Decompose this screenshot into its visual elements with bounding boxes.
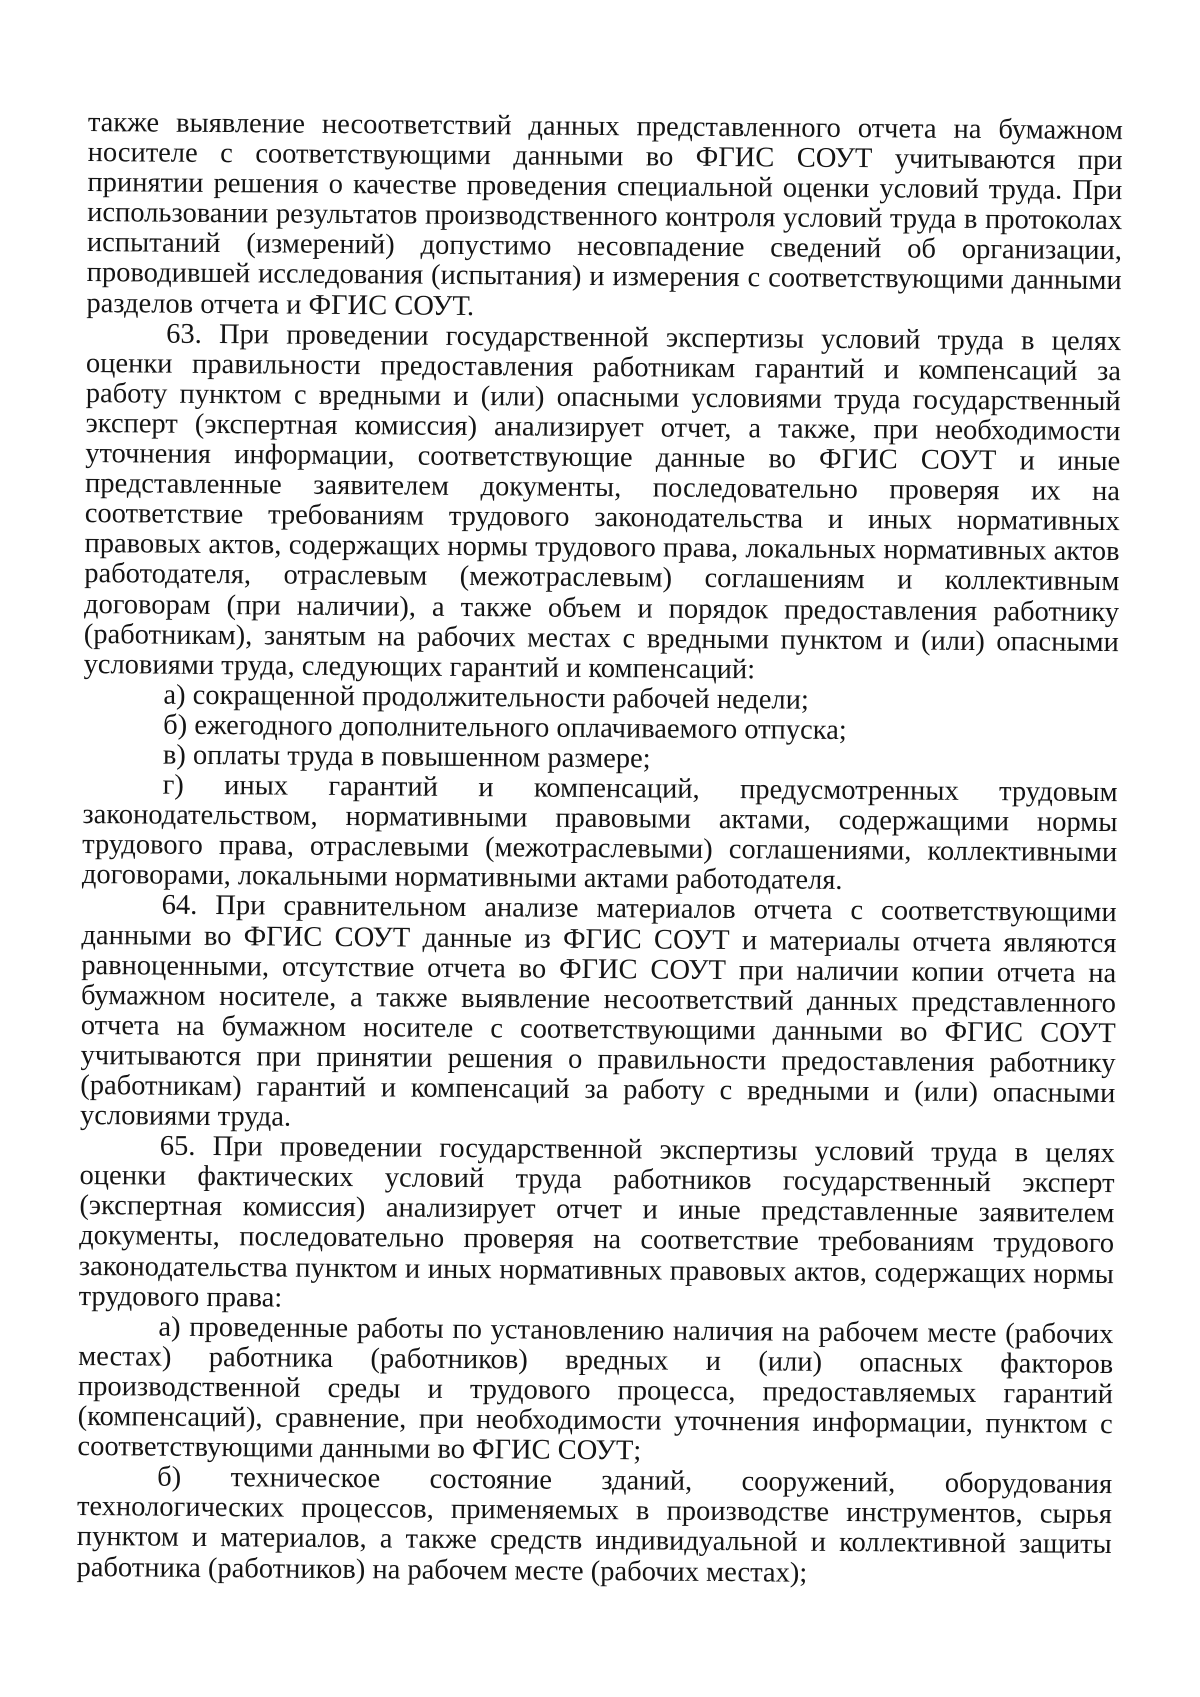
paragraph-65: 65. При проведении государственной экспертизы условий труда в целях оценки фактических условий труда работников государственный эксперт (экспертная комиссия) анализирует отчет и иные представленные заявителем документы, последовательно проверяя на соответствие требованиям трудового законодательства пунктом и иных нормативных правовых актов, содержащих нормы трудового права: <box>78 1130 1115 1314</box>
paragraph-continuation: также выявление несоответствий данных представленного отчета на бумажном носителе с соответствующими данными во ФГИС СОУТ учитываются при принятии решения о качестве проведения специальной оценки условий труда. При использовании результатов производственного контроля условий труда в протоколах испытаний (измерений) допустимо несовпадение сведений об организации, проводившей исследования (испытания) и измерения с соответствующими данными разделов отчета и ФГИС СОУТ. <box>86 107 1123 322</box>
list-item-63-g: г) иных гарантий и компенсаций, предусмотренных трудовым законодательством, нормативными правовыми актами, содержащими нормы трудового права, отраслевыми (межотраслевыми) соглашениями, коллективными договорами, локальными нормативными актами работодателя. <box>81 769 1118 897</box>
list-item-65-b: б) техническое состояние зданий, сооружений, оборудования технологических процессов, применяемых в производстве инструментов, сырья пунктом и материалов, а также средств индивидуальной и коллективной защиты работника (работников) на рабочем месте (рабочих местах); <box>76 1461 1113 1589</box>
list-item-63-v: в) оплаты труда в повышенном размере; <box>162 739 651 775</box>
list-item-63-a: а) сокращенной продолжительности рабочей недели; <box>163 679 809 716</box>
document-body <box>76 108 1123 1591</box>
paragraph-64: 64. При сравнительном анализе материалов отчета с соответствующими данными во ФГИС СОУТ данные из ФГИС СОУТ и материалы отчета являются равноценными, отсутствие отчета во ФГИС СОУТ при наличии копии отчета на бумажном носителе, а также выявление несоответствий данных представленного отчета на бумажном носителе с соответствующими данными во ФГИС СОУТ учитываются при принятии решения о правильности предоставления работнику (работникам) гарантий и компенсаций за работу с вредными и (или) опасными условиями труда. <box>79 890 1117 1133</box>
list-item-63-b: б) ежегодного дополнительного оплачиваемого отпуска; <box>163 709 847 746</box>
list-item-65-a: а) проведенные работы по установлению наличия на рабочем месте (рабочих местах) работника (работников) вредных и (или) опасных факторов производственной среды и трудового процесса, предоставляемых гарантий (компенсаций), сравнение, при необходимости уточнения информации, пунктом с соответствующими данными во ФГИС СОУТ; <box>77 1311 1114 1467</box>
paragraph-63: 63. При проведении государственной экспертизы условий труда в целях оценки правильности предоставления работникам гарантий и компенсаций за работу пунктом с вредными и (или) опасными условиями труда государственный эксперт (экспертная комиссия) анализирует отчет, а также, при необходимости уточнения информации, соответствующие данные во ФГИС СОУТ и иные представленные заявителем документы, последовательно проверяя их на соответствие требованиям трудового законодательства и иных нормативных правовых актов, содержащих нормы трудового права, локальных нормативных актов работодателя, отраслевым (межотраслевым) соглашениям и коллективным договорам (при наличии), а также объем и порядок предоставления работнику (работникам), занятым на рабочих местах с вредными пунктом и (или) опасными условиями труда, следующих гарантий и компенсаций: <box>83 318 1122 685</box>
